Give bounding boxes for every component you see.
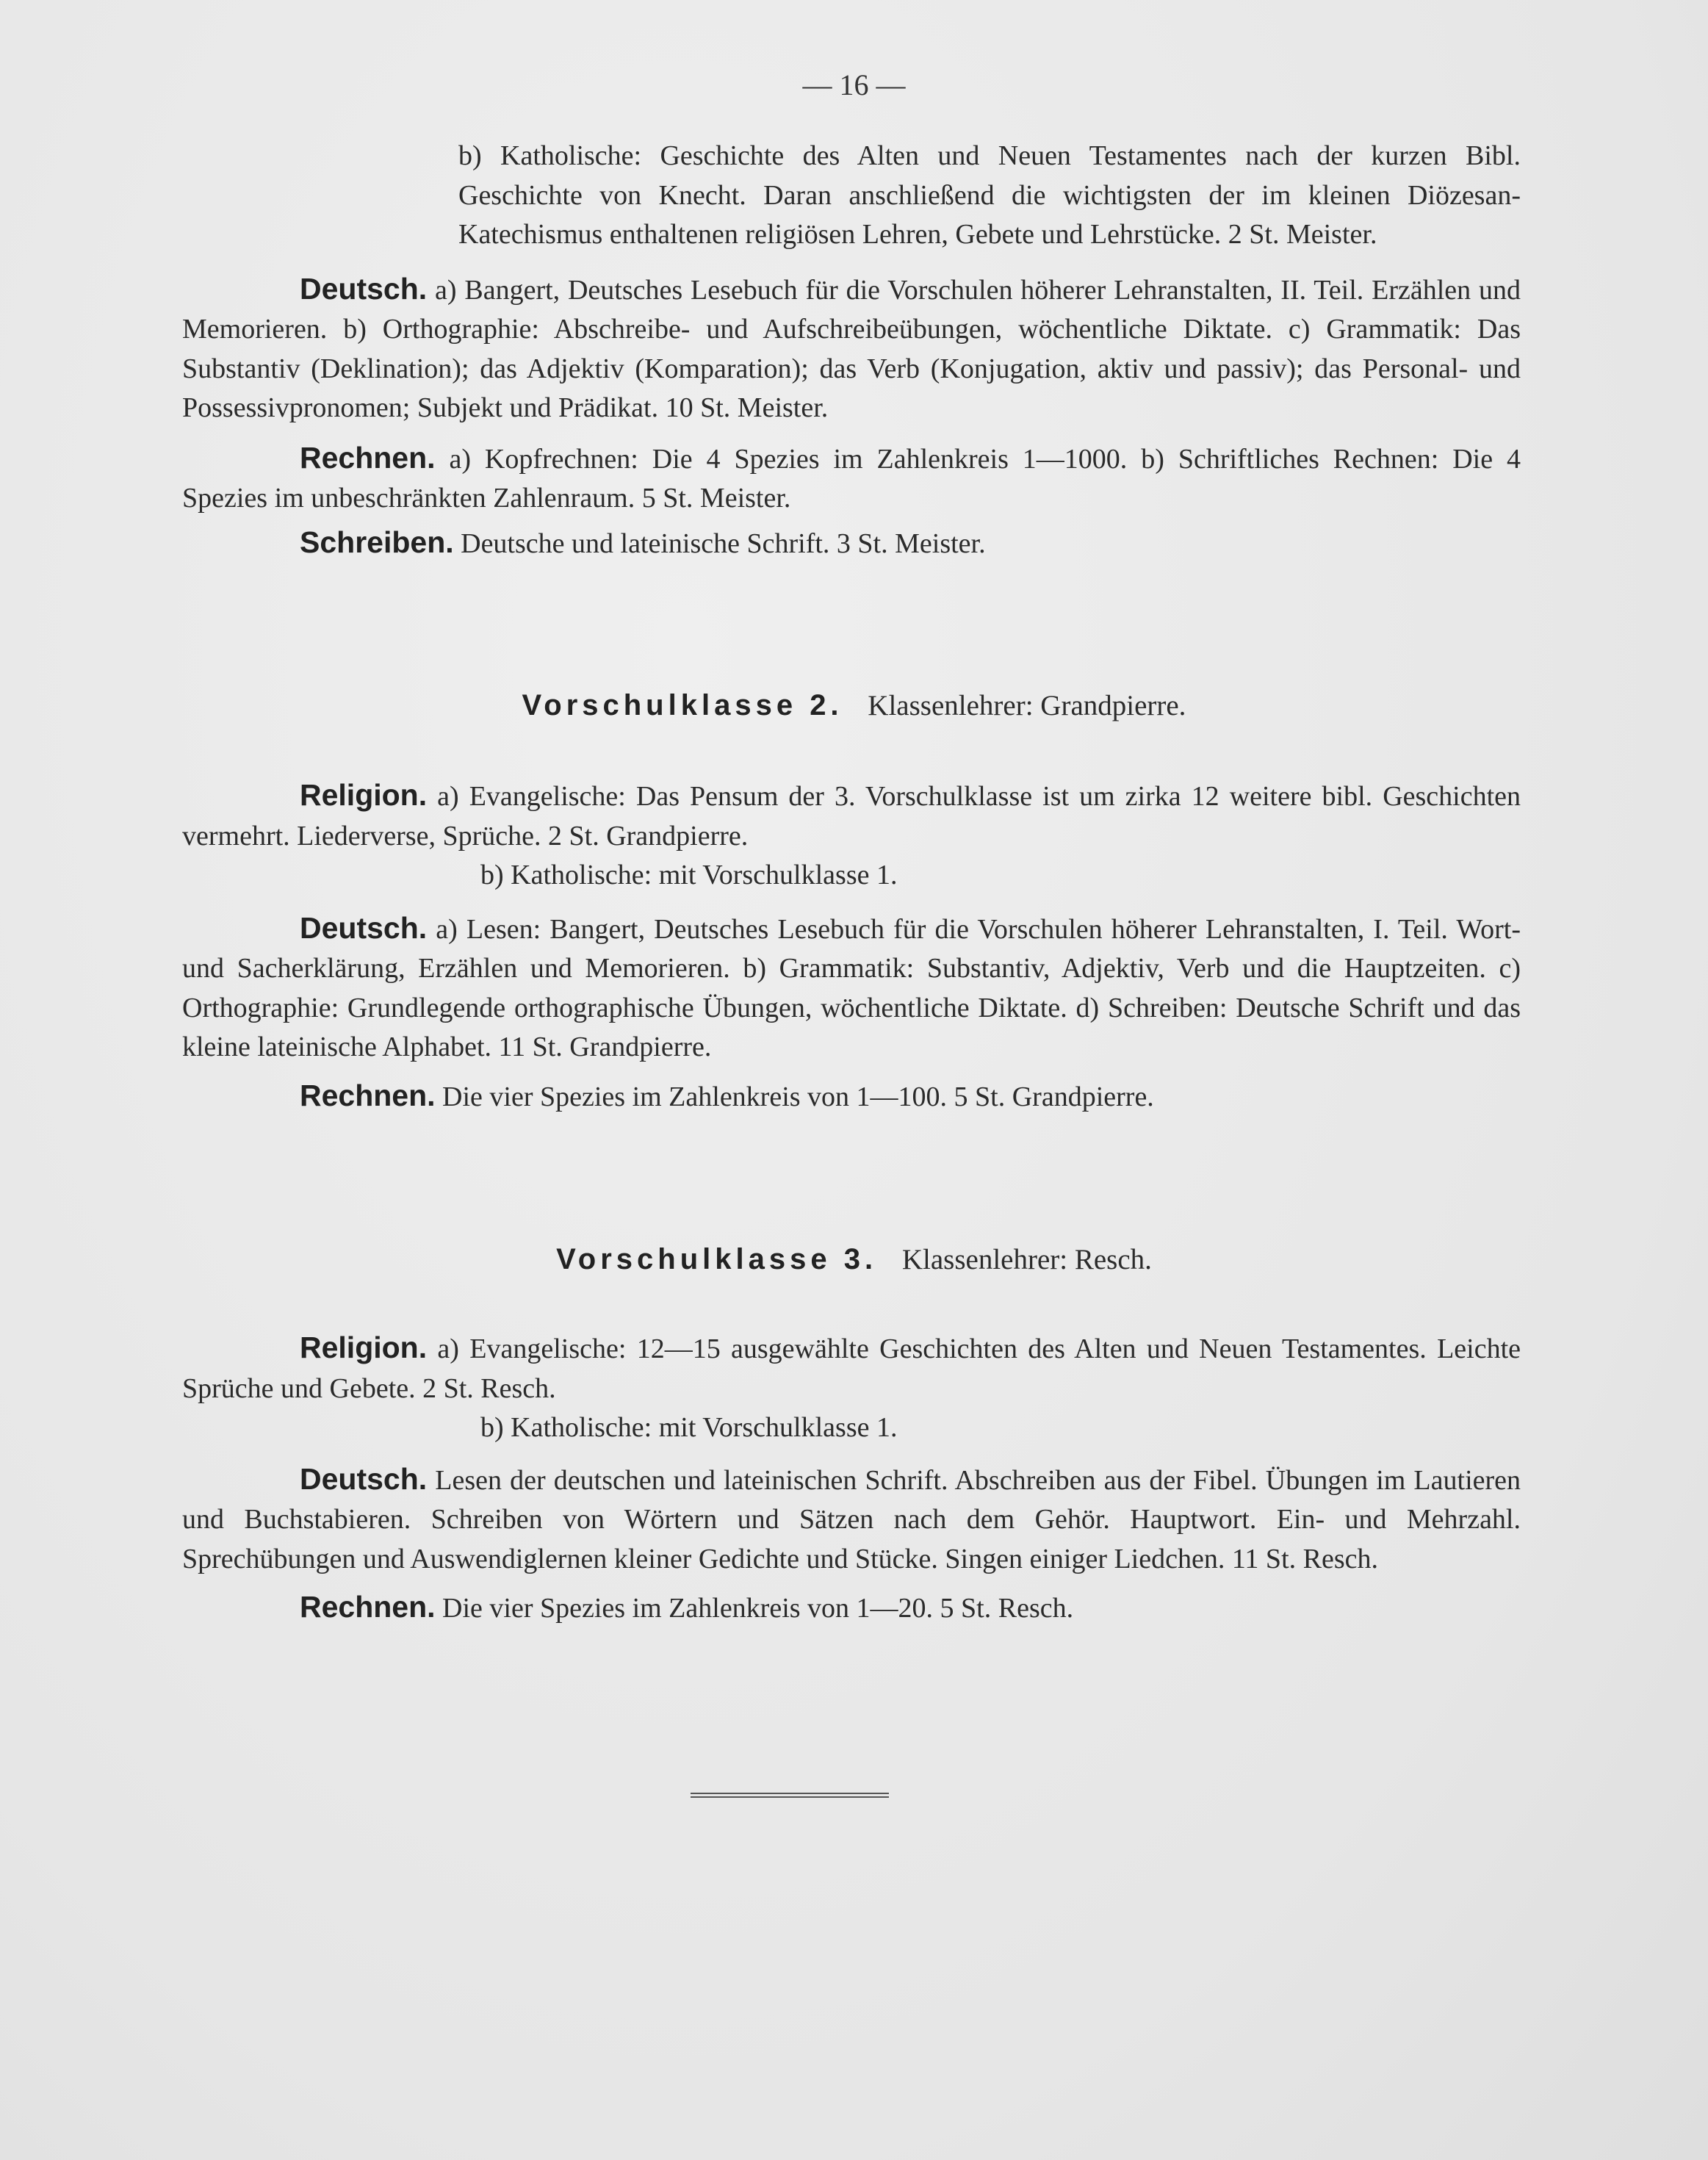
vs2-rechnen-heading: Rechnen. — [300, 1078, 436, 1112]
vs2-deutsch-heading: Deutsch. — [300, 910, 428, 945]
vs3-lehrer: Klassenlehrer: Resch. — [901, 1244, 1152, 1275]
vs2-title: Vorschulklasse 2. — [522, 689, 843, 721]
vs1-rechnen-text: a) Kopfrechnen: Die 4 Spezies im Zahlenkreis 1—1000. b) Schriftliches Rechnen: Die 4 Spezies im unbeschränkten Zahlenraum. 5 St. Meister. — [182, 443, 1521, 514]
vs2-title-line — [0, 689, 1708, 722]
vs1-schreiben-heading: Schreiben. — [300, 525, 454, 559]
page-number: — 16 — — [802, 68, 906, 101]
vs1-schreiben-paragraph — [182, 523, 1521, 564]
vs3-deutsch-paragraph — [182, 1460, 1521, 1580]
vs2-rechnen-paragraph — [182, 1076, 1521, 1117]
vs3-religion-paragraph — [182, 1328, 1521, 1408]
vs1-religion-b: b) Katholische: Geschichte des Alten und Neuen Testamentes nach der kurzen Bibl. Geschichte von Knecht. Daran anschließend die wichtigsten der im kleinen Diözesan-Katechismus enthaltenen religiösen Lehren, Gebete und Lehrstücke. 2 St. Meister. — [458, 140, 1521, 250]
vs2-religion-b: b) Katholische: mit Vorschulklasse 1. — [480, 860, 898, 890]
vs2-religion-a: a) Evangelische: Das Pensum der 3. Vorschulklasse ist um zirka 12 weitere bibl. Geschichten vermehrt. Liederverse, Sprüche. 2 St. Grandpierre. — [182, 781, 1521, 852]
vs2-religion-paragraph — [182, 776, 1521, 856]
vs2-deutsch-text: a) Lesen: Bangert, Deutsches Lesebuch für die Vorschulen höherer Lehranstalten, I. Teil. Wort- und Sacherklärung, Erzählen und Memorieren. b) Grammatik: Substantiv, Adjektiv, Verb und die Hauptzeiten. c) Orthographie: Grundlegende orthographische Übungen, wöchentliche Diktate. d) Schreiben: Deutsche Schrift und das kleine lateinische Alphabet. 11 St. Grandpierre. — [182, 913, 1521, 1062]
vs2-religion-heading: Religion. — [300, 778, 428, 812]
vs3-rechnen-paragraph — [182, 1588, 1521, 1629]
vs1-schreiben-text: Deutsche und lateinische Schrift. 3 St. Meister. — [461, 528, 986, 559]
vs2-lehrer: Klassenlehrer: Grandpierre. — [868, 690, 1186, 721]
vs1-block — [182, 137, 1521, 564]
vs3-religion-heading: Religion. — [300, 1331, 428, 1364]
vs1-rechnen-paragraph — [182, 439, 1521, 519]
vs3-religion-b: b) Katholische: mit Vorschulklasse 1. — [480, 1412, 898, 1443]
vs3-deutsch-text: Lesen der deutschen und lateinischen Schrift. Abschreiben aus der Fibel. Übungen im Lautieren und Buchstabieren. Schreiben von Wörtern und Sätzen nach dem Gehör. Hauptwort. Ein- und Mehrzahl. Sprechübungen und Auswendiglernen kleiner Gedichte und Stücke. Singen einiger Liedchen. 11 St. Resch. — [182, 1464, 1521, 1574]
vs1-deutsch-paragraph — [182, 270, 1521, 428]
vs3-rechnen-text: Die vier Spezies im Zahlenkreis von 1—20. 5 St. Resch. — [442, 1593, 1074, 1624]
vs3-title-line — [0, 1243, 1708, 1276]
closing-double-rule — [691, 1793, 889, 1798]
vs1-rechnen-heading: Rechnen. — [300, 440, 436, 475]
vs3-deutsch-heading: Deutsch. — [300, 1461, 428, 1496]
vs1-deutsch-text: a) Bangert, Deutsches Lesebuch für die Vorschulen höherer Lehranstalten, II. Teil. Erzählen und Memorieren. b) Orthographie: Abschreibe- und Aufschreibeübungen, wöchentliche Diktate. c) Grammatik: Das Substantiv (Deklination); das Adjektiv (Komparation); das Verb (Konjugation, aktiv und passiv); das Personal- und Possessivpronomen; Subjekt und Prädikat. 10 St. Meister. — [182, 274, 1521, 423]
vs3-religion-a: a) Evangelische: 12—15 ausgewählte Geschichten des Alten und Neuen Testamentes. Leichte Sprüche und Gebete. 2 St. Resch. — [182, 1333, 1521, 1404]
vs1-deutsch-heading: Deutsch. — [300, 271, 428, 306]
vs3-block — [182, 1328, 1521, 1629]
vs2-block — [182, 776, 1521, 1117]
vs2-rechnen-text: Die vier Spezies im Zahlenkreis von 1—100. 5 St. Grandpierre. — [442, 1081, 1154, 1112]
vs3-rechnen-heading: Rechnen. — [300, 1590, 436, 1624]
vs3-title: Vorschulklasse 3. — [556, 1243, 878, 1275]
vs2-deutsch-paragraph — [182, 909, 1521, 1068]
